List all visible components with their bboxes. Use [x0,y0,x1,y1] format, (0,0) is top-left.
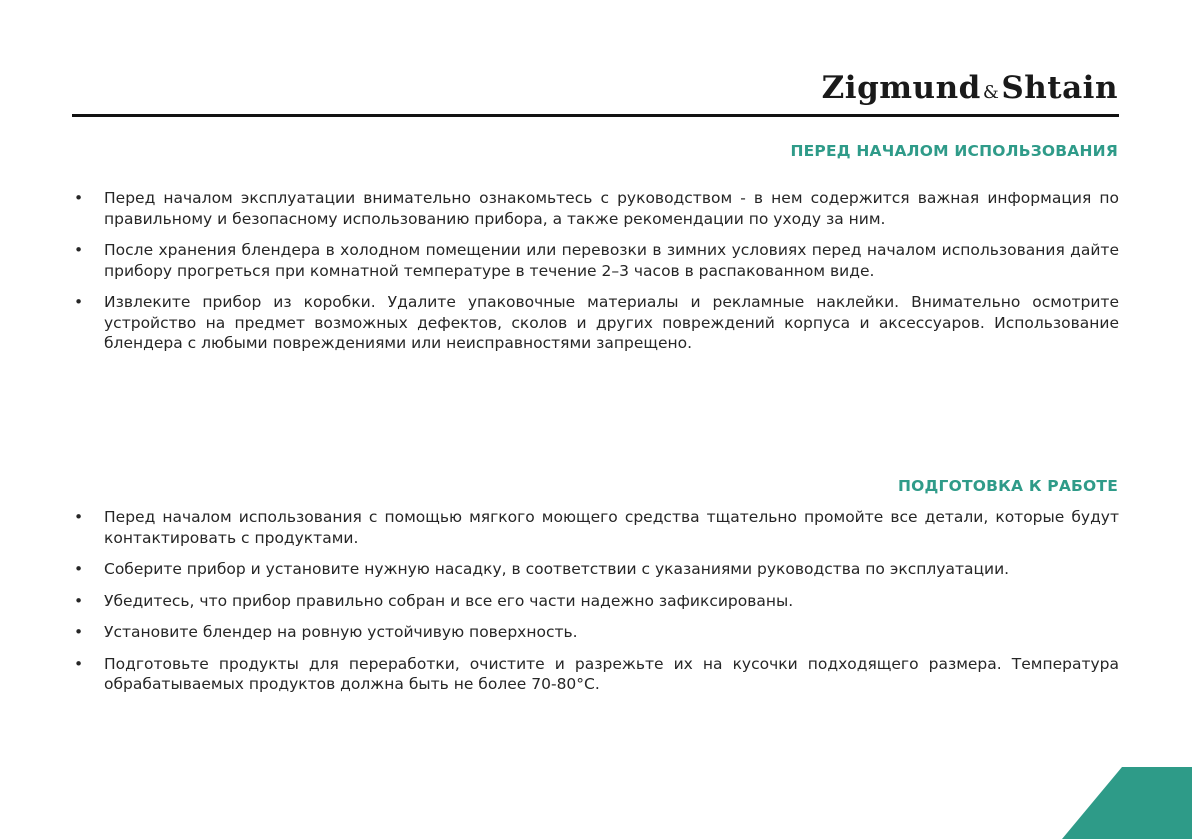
list-item-text: Перед началом эксплуатации внимательно ознакомьтесь с руководством - в нем содержится важная информация по правильному и безопасному использованию прибора, а также рекомендации по уходу за ним. [104,189,1119,228]
preparation-list [72,507,1119,706]
bullet-icon: • [74,241,84,259]
bullet-icon: • [74,654,84,673]
list-item-text: Соберите прибор и установите нужную насадку, в соответствии с указаниями руководства по эксплуатации. [104,560,1010,578]
list-item [72,559,1119,580]
bullet-icon: • [74,623,84,641]
logo-text-left: Zigmund [821,70,981,106]
logo-text-right: Shtain [1001,70,1118,106]
list-item-text: Извлеките прибор из коробки. Удалите упаковочные материалы и рекламные наклейки. Внимательно осмотрите устройство на предмет возможных дефектов, сколов и других повреждений корпуса и аксессуаров. Использование блендера с любыми повреждениями или неисправностями запрещено. [104,293,1119,352]
before-use-list [72,188,1119,365]
list-item-text: Перед началом использования с помощью мягкого моющего средства тщательно промойте все детали, которые будут контактировать с продуктами. [104,508,1119,547]
list-item [72,240,1119,281]
bullet-icon: • [74,508,84,526]
list-item [72,622,1119,643]
list-item-text: Убедитесь, что прибор правильно собран и все его части надежно зафиксированы. [104,591,794,610]
list-item-text: Установите блендер на ровную устойчивую поверхность. [104,623,578,641]
bullet-icon: • [74,189,84,207]
corner-decoration [1062,767,1192,839]
brand-logo [822,70,1118,106]
list-item-text: Подготовьте продукты для переработки, очистите и разрежьте их на кусочки подходящего размера. Температура обрабатываемых продуктов должна быть не более 70-80°С. [104,654,1119,693]
list-item [72,654,1119,695]
bullet-icon: • [74,560,84,578]
list-item-text: После хранения блендера в холодном помещении или перевозки в зимних условиях перед началом использования дайте прибору прогреться при комнатной температуре в течение 2–3 часов в распакованном виде. [104,241,1119,280]
list-item [72,591,1119,612]
section-title-preparation: ПОДГОТОВКА К РАБОТЕ [897,477,1118,495]
bullet-icon: • [74,591,84,610]
header-divider [72,114,1119,117]
list-item [72,292,1119,354]
list-item [72,507,1119,548]
section-title-before-use: ПЕРЕД НАЧАЛОМ ИСПОЛЬЗОВАНИЯ [790,142,1118,160]
logo-ampersand: & [982,82,1000,103]
bullet-icon: • [74,293,84,311]
list-item [72,188,1119,229]
